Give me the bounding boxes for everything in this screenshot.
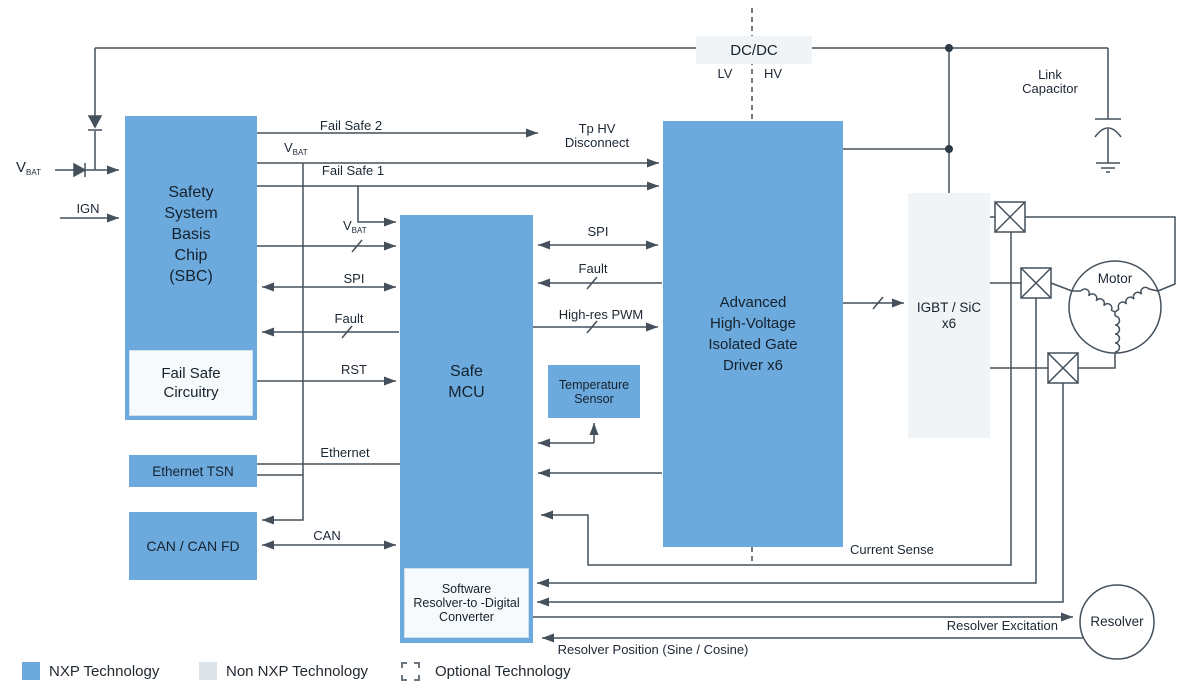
junction-dot (945, 44, 953, 52)
legend-label-optional: Optional Technology (435, 663, 571, 680)
vbat-input-label (16, 161, 41, 180)
vbat-base: V (16, 159, 27, 176)
sbc-line: System (164, 205, 218, 222)
rst-label: RST (341, 362, 367, 377)
software-rdc-block (404, 568, 529, 638)
current-sense-label: Current Sense (850, 542, 934, 557)
dcdc-block (696, 36, 812, 64)
diode-vertical (88, 116, 102, 130)
temp-line: Temperature (558, 377, 630, 392)
lv-label: LV (717, 66, 733, 81)
gd-line: High-Voltage (710, 315, 796, 332)
can-label: CAN / CAN FD (146, 538, 240, 554)
junction-dot (945, 145, 953, 153)
link-capacitor-label (1018, 68, 1082, 96)
igbt-sic-block (908, 193, 990, 438)
fault-gd-label: Fault (578, 261, 608, 276)
sbc-line: Safety (168, 184, 214, 201)
spi-gd-label: SPI (587, 224, 609, 239)
rdc-line: Resolver-to -Digital (413, 596, 520, 610)
ethernet-tsn-block (129, 455, 257, 487)
wire-fs1-branch-mcu (358, 186, 396, 222)
resolver-excitation-label: Resolver Excitation (946, 618, 1058, 633)
legend-swatch-nxp (22, 662, 40, 680)
fail-safe-circuitry-block (129, 350, 253, 416)
tp-hv-line: Tp HV (578, 121, 616, 136)
gate-driver-block (663, 121, 843, 547)
vbat-sub: BAT (26, 168, 41, 177)
gd-line: Isolated Gate (708, 336, 798, 353)
ethernet-label: Ethernet (320, 445, 370, 460)
vbat-sub: BAT (292, 148, 308, 157)
diode-horizontal (55, 163, 85, 177)
temperature-sensor-block (548, 365, 640, 418)
ign-label: IGN (76, 201, 100, 216)
igbt-line: x6 (941, 315, 957, 331)
link-cap-line: Capacitor (1022, 81, 1078, 96)
spi-sbc-label: SPI (343, 271, 365, 286)
igbt-line: IGBT / SiC (916, 299, 982, 315)
fsc-line: Circuitry (163, 384, 219, 401)
vbat-sub: BAT (351, 226, 367, 235)
gd-line: Advanced (719, 294, 787, 311)
rdc-line: Software (441, 582, 492, 596)
ethernet-tsn-label: Ethernet TSN (152, 463, 234, 479)
wire-vbat-can-drop (262, 163, 303, 520)
legend-swatch-optional (401, 662, 420, 681)
high-res-pwm-label: High-res PWM (558, 307, 644, 322)
dcdc-label: DC/DC (730, 41, 778, 59)
vbat-base: V (284, 140, 293, 155)
motor-label: Motor (1097, 271, 1133, 286)
resolver-label: Resolver (1090, 614, 1144, 629)
vbat-base: V (343, 218, 352, 233)
gd-line: Driver x6 (722, 357, 783, 374)
temp-line: Sensor (574, 391, 614, 406)
legend-swatch-non-nxp (199, 662, 217, 680)
legend-label-non-nxp: Non NXP Technology (226, 663, 369, 680)
can-wire-label: CAN (313, 528, 341, 543)
fsc-line: Fail Safe (161, 365, 221, 382)
sbc-line: Chip (174, 247, 208, 264)
link-capacitor-symbol (1095, 48, 1121, 172)
legend-label-nxp: NXP Technology (49, 663, 160, 680)
mcu-line: MCU (448, 384, 485, 401)
tp-hv-line: Disconnect (564, 135, 630, 150)
rdc-line: Converter (439, 610, 494, 624)
fail-safe-1-label: Fail Safe 1 (321, 163, 385, 178)
resolver-position-label: Resolver Position (Sine / Cosine) (557, 642, 749, 657)
sbc-line: (SBC) (169, 268, 213, 285)
vbat-rail-label (284, 141, 308, 160)
tp-hv-disconnect-label (547, 122, 647, 150)
can-block (129, 512, 257, 580)
fault-sbc-label: Fault (334, 311, 364, 326)
fail-safe-2-label: Fail Safe 2 (319, 118, 383, 133)
vbat-mcu-label (343, 219, 367, 238)
mcu-line: Safe (450, 363, 483, 380)
link-cap-line: Link (1038, 67, 1062, 82)
sbc-line: Basis (171, 226, 211, 243)
hv-label: HV (763, 66, 783, 81)
